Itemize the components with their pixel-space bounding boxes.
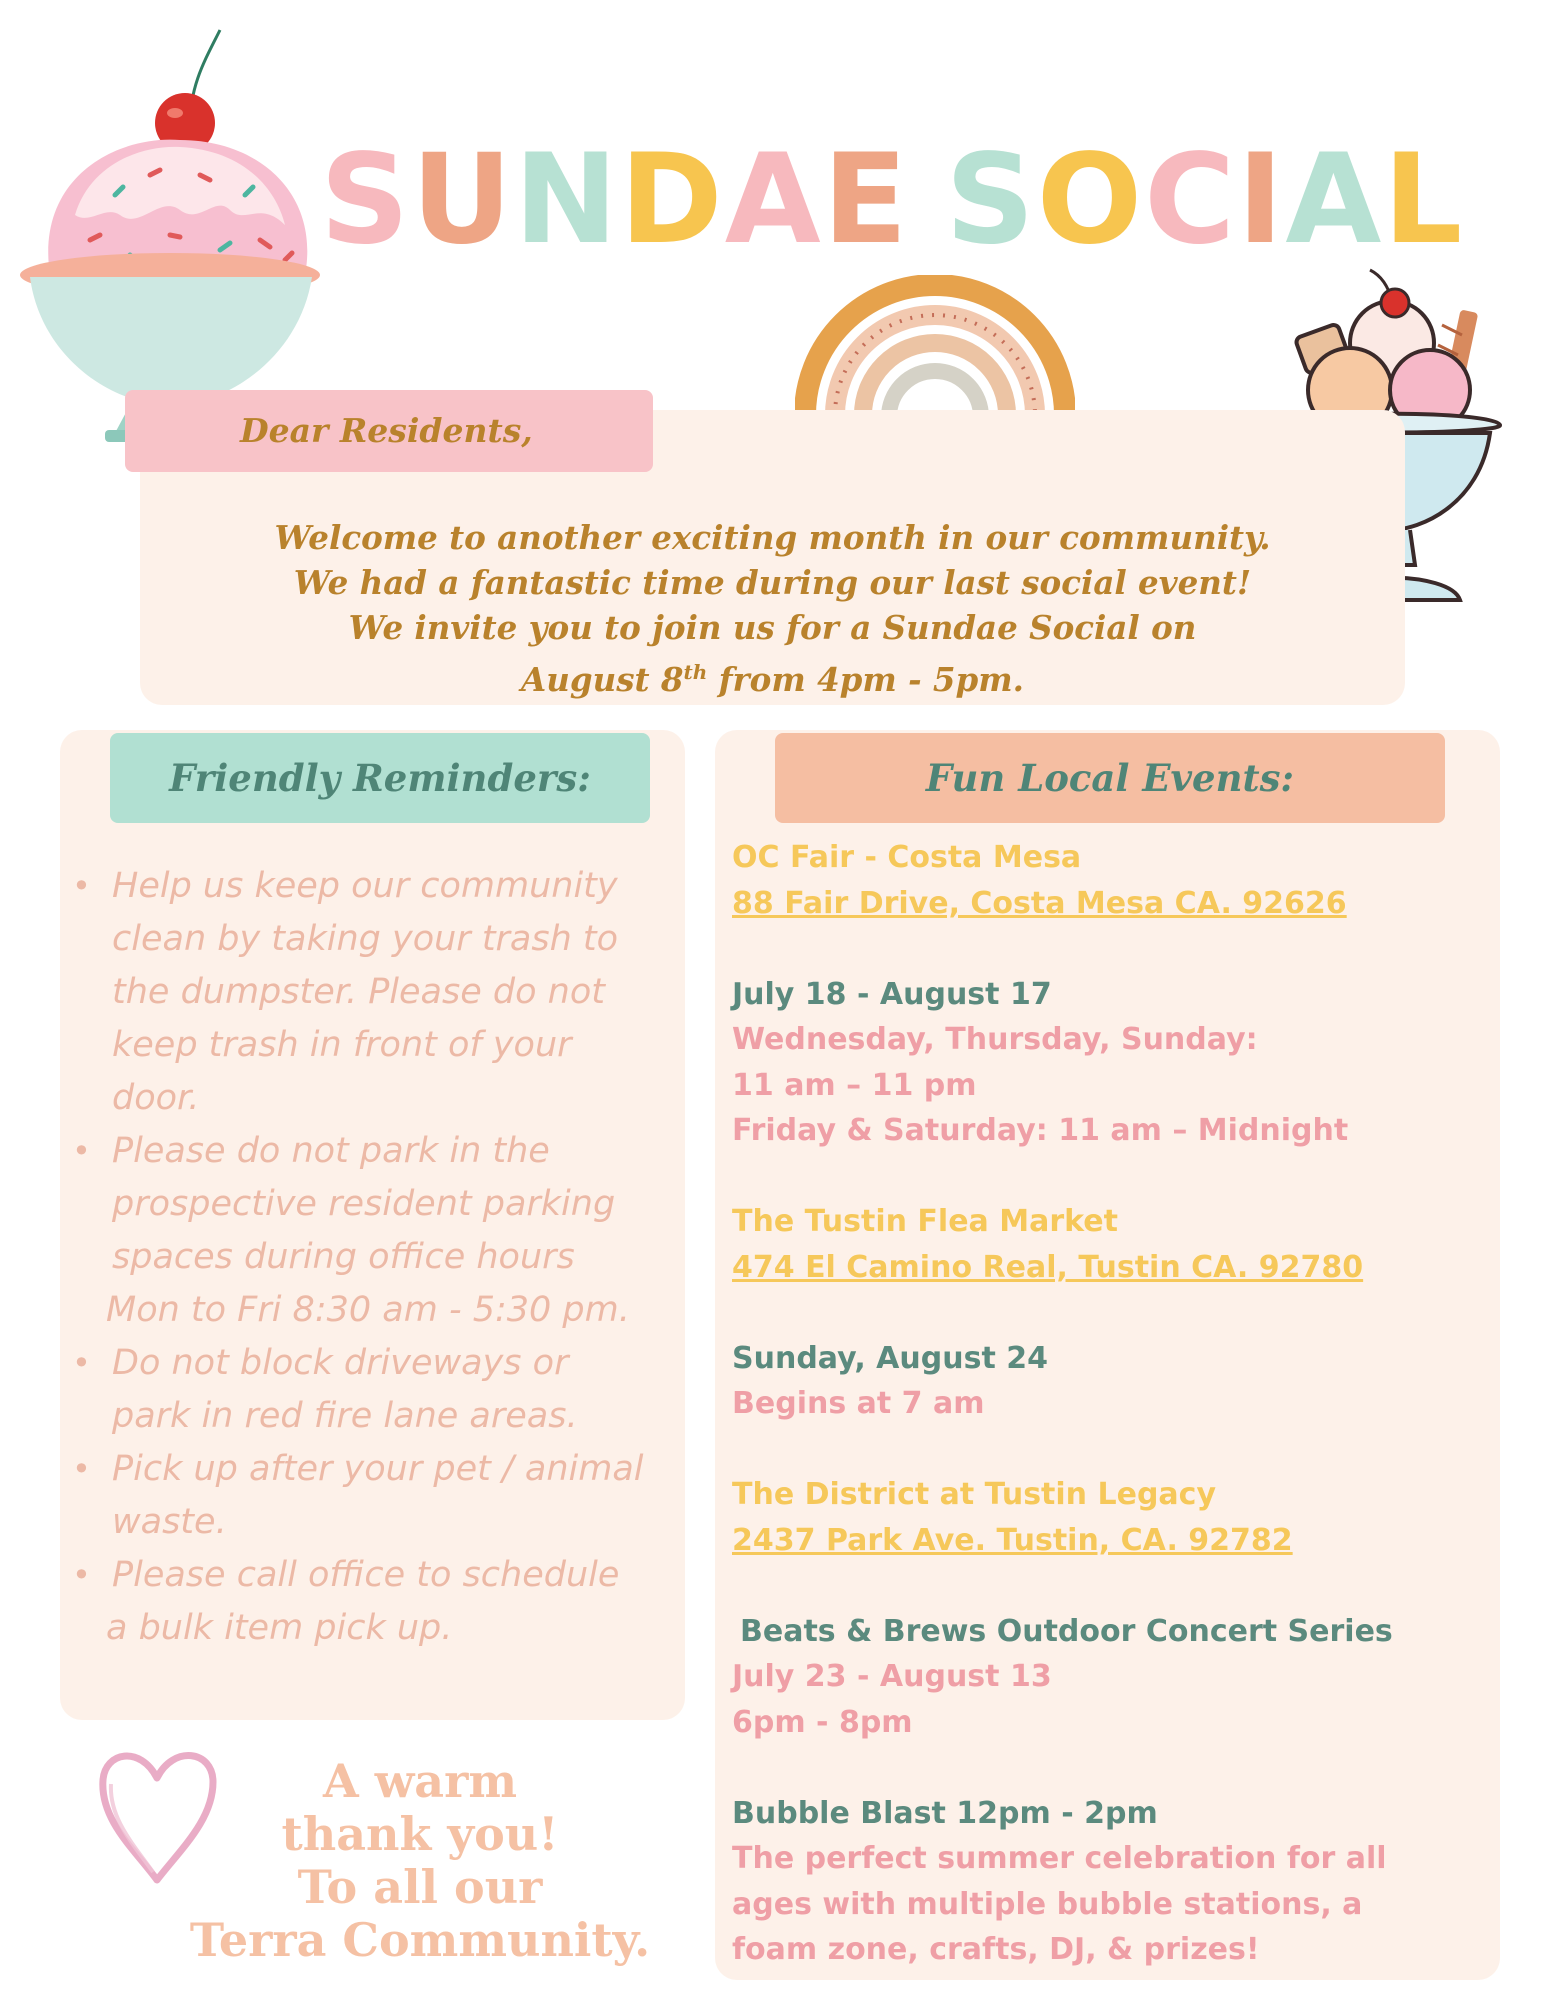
event-hours: 11 am – 11 pm (732, 1067, 977, 1103)
event-hours: 6pm - 8pm (732, 1704, 913, 1740)
event-dates: July 18 - August 17 (732, 976, 1052, 1012)
welcome-line: We invite you to join us for a Sundae Social on (348, 608, 1197, 647)
thank-you-line: thank you! (281, 1807, 559, 1861)
reminder-line: Mon to Fri 8:30 am - 5:30 pm. (106, 1290, 630, 1330)
list-item (72, 860, 682, 1125)
reminder-line: • Pick up after your pet / animal (112, 1449, 644, 1489)
event-name: OC Fair - Costa Mesa (732, 840, 1082, 875)
reminder-line: waste. (112, 1502, 227, 1542)
title-letter: U (411, 128, 515, 272)
greeting: Dear Residents, (240, 411, 533, 450)
reminders-list (72, 860, 682, 1655)
reminder-line: clean by taking your trash to (112, 919, 619, 959)
events-header: Fun Local Events: (775, 733, 1445, 823)
event-description: foam zone, crafts, DJ, & prizes! (732, 1932, 1260, 1967)
title-letter: A (724, 128, 823, 272)
reminder-line: spaces during office hours (112, 1237, 575, 1277)
title-letter: C (1144, 128, 1238, 272)
title-letter: S (945, 128, 1037, 272)
title-letter (909, 115, 945, 285)
event-name: Beats & Brews Outdoor Concert Series (740, 1613, 1393, 1649)
reminders-header: Friendly Reminders: (110, 733, 650, 823)
reminder-line: the dumpster. Please do not (112, 972, 605, 1012)
reminder-line: keep trash in front of your (112, 1025, 572, 1065)
reminder-line: a bulk item pick up. (106, 1608, 453, 1648)
title-letter: S (320, 128, 412, 272)
list-item (72, 1337, 682, 1443)
event-address-link[interactable]: 2437 Park Ave. Tustin, CA. 92782 (732, 1522, 1293, 1558)
reminder-line: • Please do not park in the (112, 1131, 550, 1171)
title-letter: D (619, 128, 725, 272)
event-dates: Sunday, August 24 (732, 1340, 1048, 1376)
event-hours: Begins at 7 am (732, 1386, 985, 1421)
event-date: August 8 (521, 659, 684, 699)
event-address-link[interactable]: 88 Fair Drive, Costa Mesa CA. 92626 (732, 885, 1347, 921)
thank-you-message (140, 1755, 700, 1967)
reminder-line: • Please call office to schedule (112, 1555, 620, 1595)
event-time: from 4pm - 5pm. (707, 659, 1024, 699)
list-item (72, 1125, 682, 1337)
title-letter: E (822, 128, 910, 272)
event-description: ages with multiple bubble stations, a (732, 1886, 1363, 1922)
reminder-line: door. (112, 1078, 200, 1118)
list-item (72, 1443, 682, 1549)
reminder-line: • Help us keep our community (112, 866, 618, 906)
event-description: The perfect summer celebration for all (732, 1841, 1387, 1876)
title-letter: L (1383, 128, 1465, 272)
event-date-line (140, 650, 1405, 702)
thank-you-line: A warm (322, 1754, 518, 1808)
event-address-link[interactable]: 474 El Camino Real, Tustin CA. 92780 (732, 1249, 1364, 1285)
reminder-line: prospective resident parking (112, 1184, 616, 1224)
thank-you-line: To all our (297, 1860, 543, 1914)
welcome-line: We had a fantastic time during our last social event! (293, 563, 1252, 602)
event-hours: Friday & Saturday: 11 am – Midnight (732, 1113, 1349, 1148)
date-suffix: th (683, 660, 708, 684)
ice-cream-bowl-icon (20, 25, 325, 445)
event-days: Wednesday, Thursday, Sunday: (732, 1022, 1258, 1057)
reminder-line: park in red fire lane areas. (112, 1396, 578, 1436)
events-list (732, 835, 1492, 1973)
event-dates: July 23 - August 13 (732, 1659, 1052, 1694)
title-letter: A (1285, 128, 1384, 272)
reminder-line: • Do not block driveways or (112, 1343, 569, 1383)
page-title (320, 115, 1465, 285)
welcome-message (140, 515, 1405, 702)
event-name: The District at Tustin Legacy (732, 1477, 1216, 1512)
event-name: Bubble Blast 12pm - 2pm (732, 1795, 1158, 1831)
title-letter: N (514, 128, 620, 272)
thank-you-line: Terra Community. (189, 1913, 651, 1967)
welcome-line: Welcome to another exciting month in our community. (274, 518, 1271, 557)
title-letter: O (1036, 128, 1145, 272)
title-letter: I (1237, 128, 1286, 272)
list-item (72, 1549, 682, 1655)
event-name: The Tustin Flea Market (732, 1204, 1118, 1239)
